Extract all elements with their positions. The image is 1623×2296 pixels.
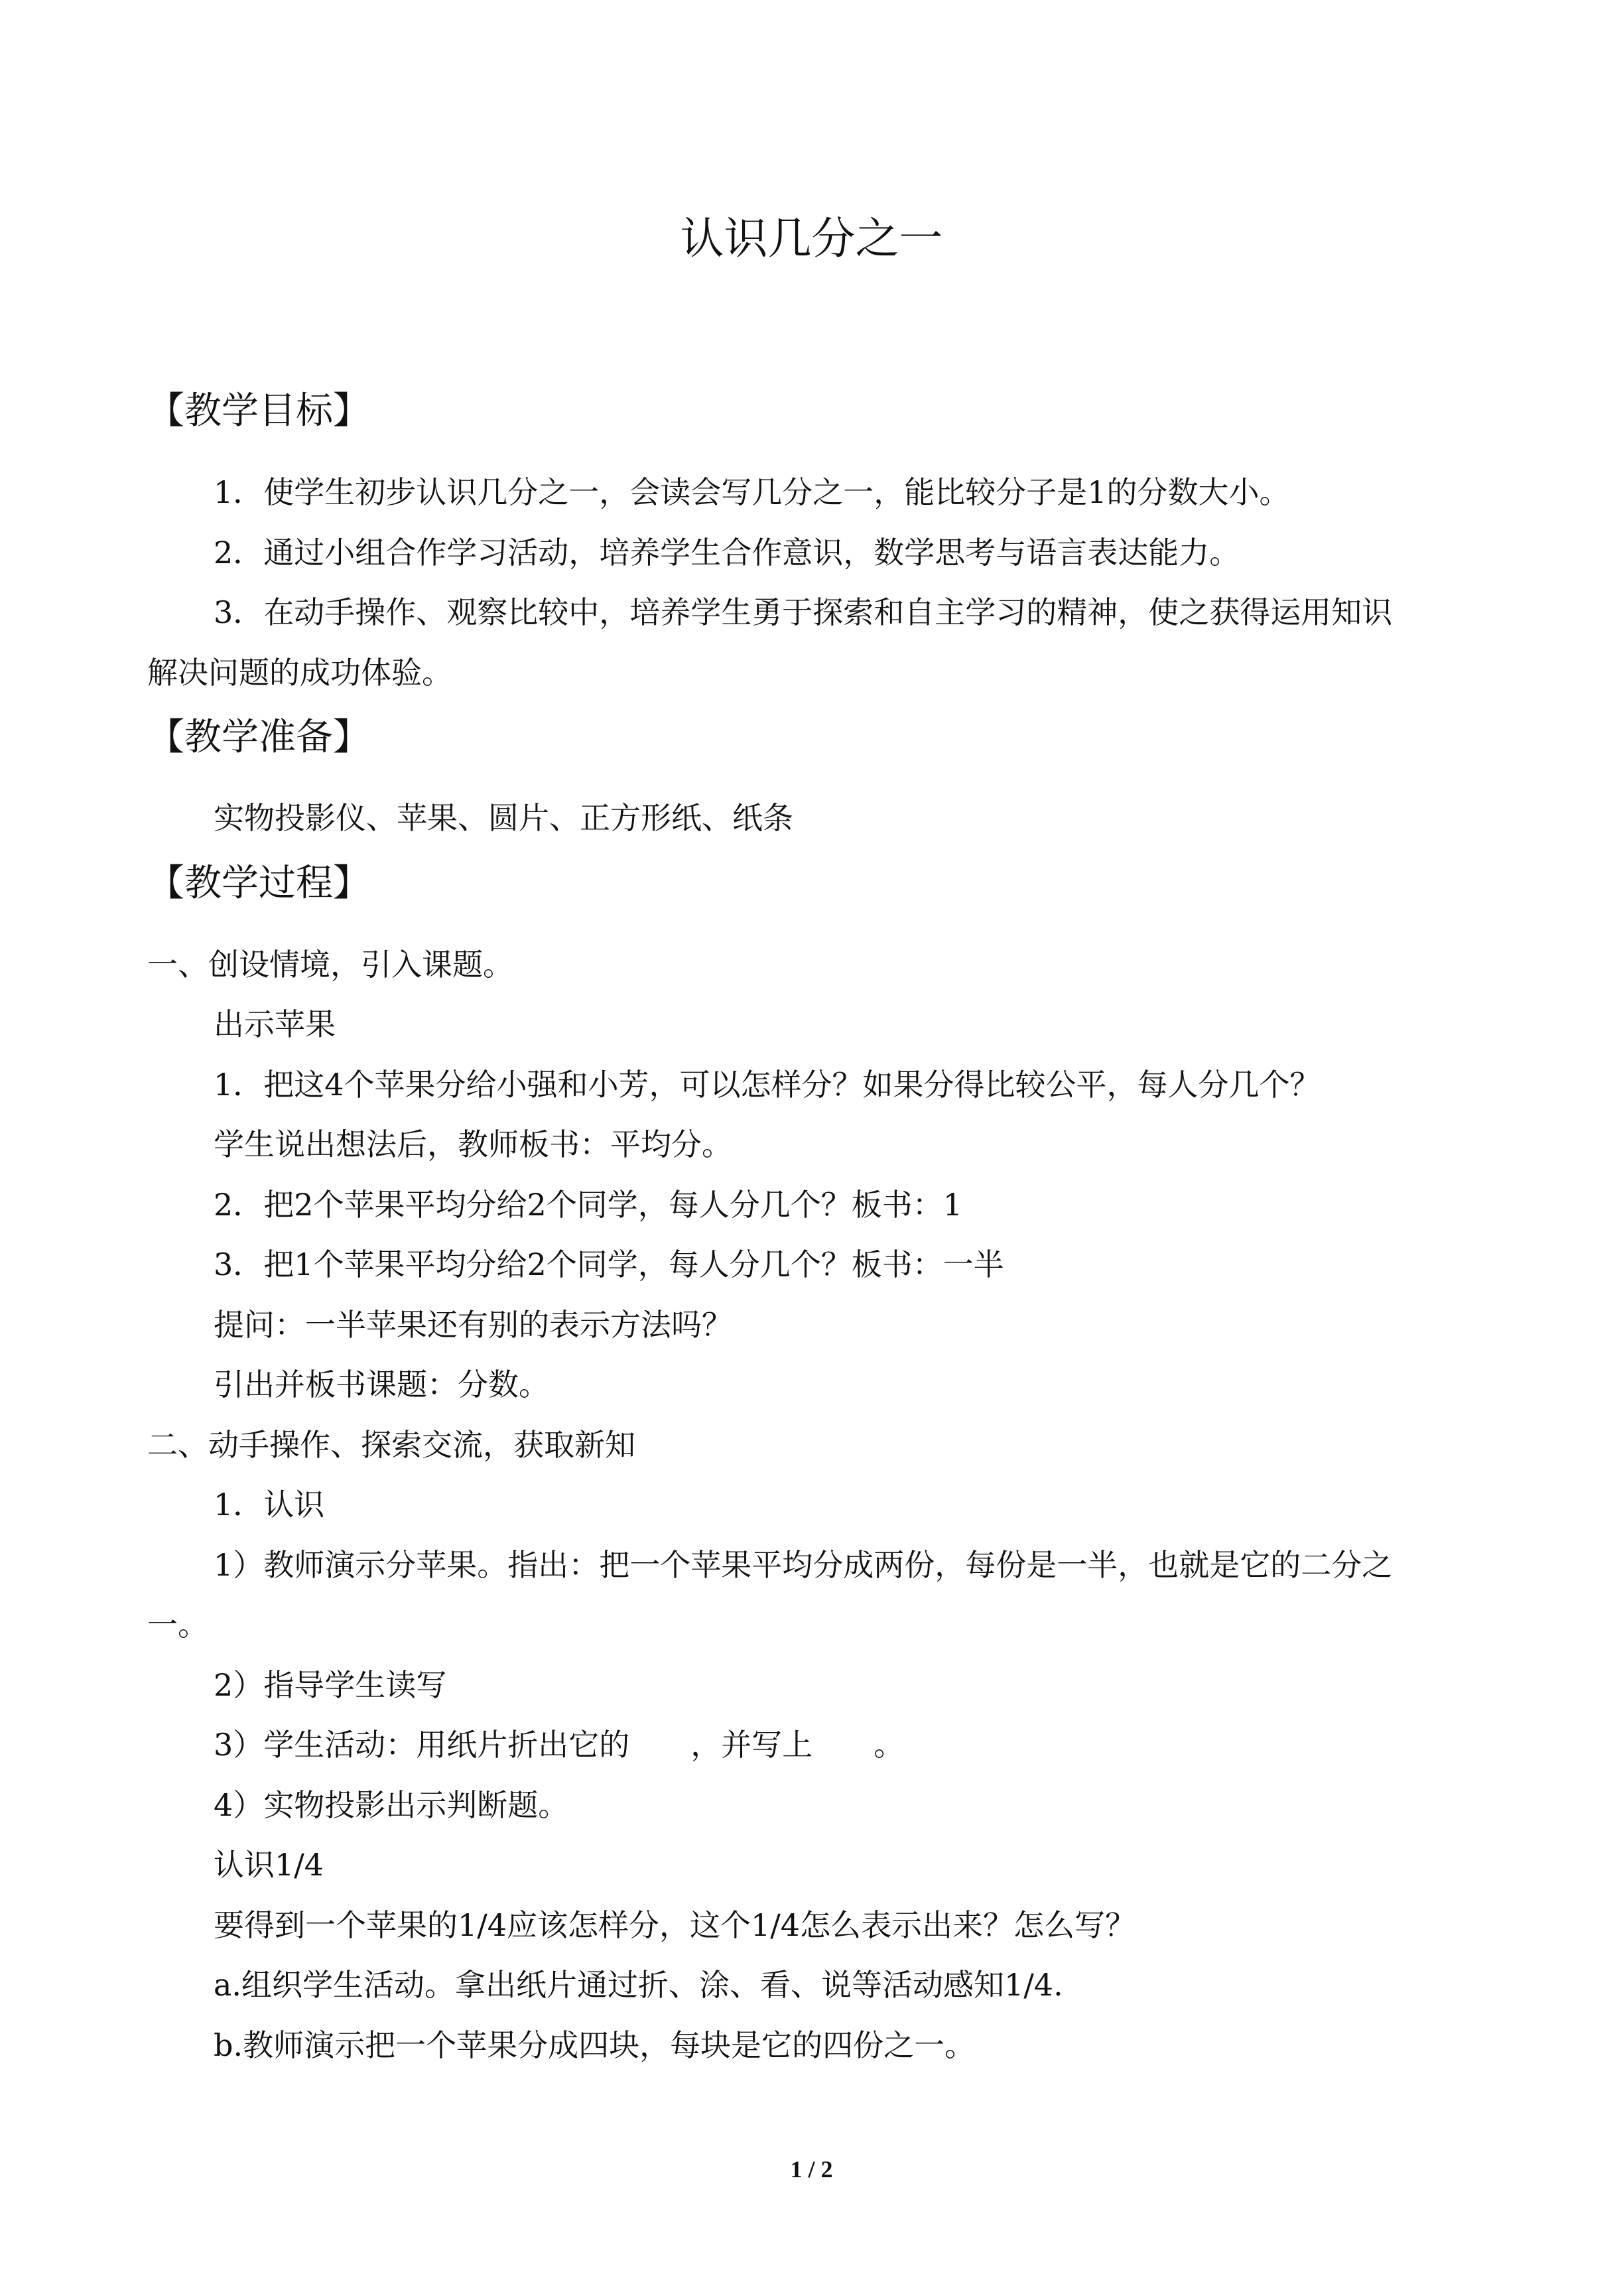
goal-item-3-cont: 解决问题的成功体验。	[147, 655, 452, 691]
goal-item-2: 2．通过小组合作学习活动，培养学生合作意识，数学思考与语言表达能力。	[214, 535, 1240, 571]
section-heading-process: 【教学过程】	[147, 862, 370, 905]
process-line: 1．认识	[214, 1487, 325, 1522]
process-line: 出示苹果	[214, 1006, 336, 1042]
process-line: 一。	[147, 1607, 208, 1643]
section-heading-prep: 【教学准备】	[147, 716, 370, 759]
process-line: 认识1/4	[214, 1847, 324, 1883]
goal-item-3: 3．在动手操作、观察比较中，培养学生勇于探索和自主学习的精神，使之获得运用知识	[214, 594, 1393, 630]
process-part-2: 二、动手操作、探索交流，获取新知	[147, 1427, 635, 1463]
page-title: 认识几分之一	[680, 213, 943, 264]
process-line: 1．把这4个苹果分给小强和小芳，可以怎样分？如果分得比较公平，每人分几个？	[214, 1067, 1321, 1103]
process-line: 4）实物投影出示判断题。	[214, 1787, 569, 1823]
process-line: 2）指导学生读写	[214, 1667, 447, 1703]
page-number: 1 / 2	[790, 2156, 833, 2183]
process-line: 学生说出想法后，教师板书：平均分。	[214, 1126, 732, 1162]
process-part-1: 一、创设情境，引入课题。	[147, 947, 513, 982]
process-line: 3．把1个苹果平均分给2个同学，每人分几个？板书：一半	[214, 1247, 1004, 1282]
prep-items: 实物投影仪、苹果、圆片、正方形纸、纸条	[214, 800, 793, 836]
process-line: 2．把2个苹果平均分给2个同学，每人分几个？板书：1	[214, 1187, 963, 1223]
process-line: 要得到一个苹果的1/4应该怎样分，这个1/4怎么表示出来？怎么写？	[214, 1907, 1136, 1943]
process-line: 引出并板书课题：分数。	[214, 1367, 549, 1402]
section-heading-goals: 【教学目标】	[147, 389, 370, 433]
process-line: 提问：一半苹果还有别的表示方法吗？	[214, 1307, 732, 1343]
process-line: 3）学生活动：用纸片折出它的 ，并写上 。	[214, 1727, 905, 1763]
process-line: a.组织学生活动。拿出纸片通过折、涂、看、说等活动感知1/4.	[214, 1967, 1063, 2003]
process-line: b.教师演示把一个苹果分成四块，每块是它的四份之一。	[214, 2027, 976, 2063]
goal-item-1: 1．使学生初步认识几分之一，会读会写几分之一，能比较分子是1的分数大小。	[214, 474, 1290, 510]
process-line: 1）教师演示分苹果。指出：把一个苹果平均分成两份，每份是一半，也就是它的二分之	[214, 1547, 1393, 1583]
